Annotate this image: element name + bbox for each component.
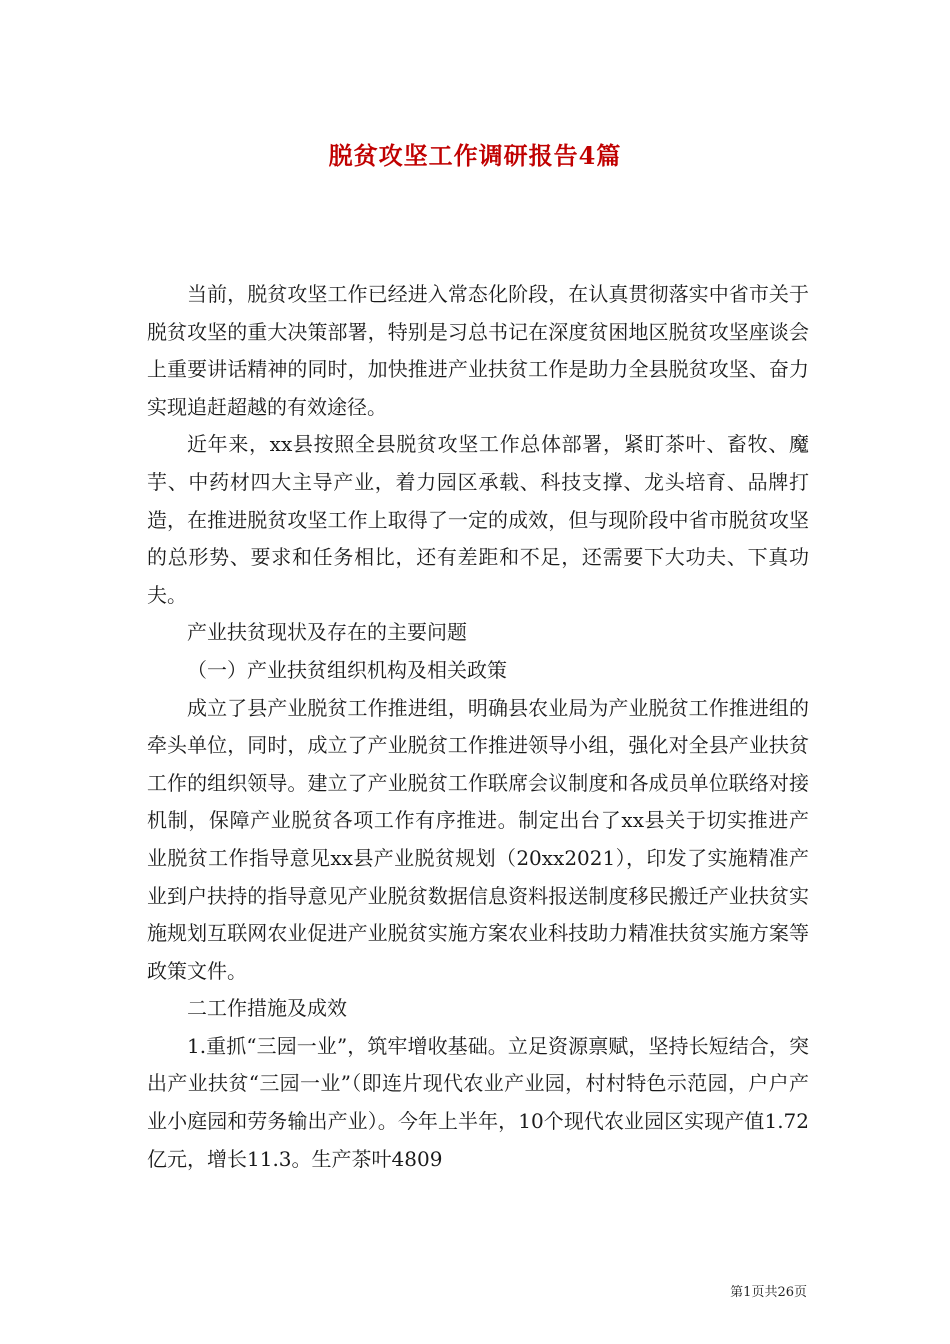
section-heading-measures: 二工作措施及成效: [187, 996, 347, 1021]
document-body: [147, 276, 809, 1178]
paragraph-recent-years: 近年来，xx县按照全县脱贫攻坚工作总体部署，紧盯茶叶、畜牧、魔芋、中药材四大主导产业，着力园区承载、科技支撑、龙头培育、品牌打造，在推进脱贫攻坚工作上取得了一定的成效，但与现阶段中省市脱贫攻坚的总形势、要求和任务相比，还有差距和不足，还需要下大功夫、下真功夫。: [147, 432, 809, 607]
section-heading-status: 产业扶贫现状及存在的主要问题: [187, 620, 467, 645]
paragraph-organization: 成立了县产业脱贫工作推进组，明确县农业局为产业脱贫工作推进组的牵头单位，同时，成立了产业脱贫工作推进领导小组，强化对全县产业扶贫工作的组织领导。建立了产业脱贫工作联席会议制度和各成员单位联络对接机制，保障产业脱贫各项工作有序推进。制定出台了xx县关于切实推进产业脱贫工作指导意见xx县产业脱贫规划（20xx2021），印发了实施精准产业到户扶持的指导意见产业脱贫数据信息资料报送制度移民搬迁产业扶贫实施规划互联网农业促进产业脱贫实施方案农业科技助力精准扶贫实施方案等政策文件。: [147, 695, 809, 983]
paragraph-intro: 当前，脱贫攻坚工作已经进入常态化阶段，在认真贯彻落实中省市关于脱贫攻坚的重大决策部署，特别是习总书记在深度贫困地区脱贫攻坚座谈会上重要讲话精神的同时，加快推进产业扶贫工作是助力全县脱贫攻坚、奋力实现追赶超越的有效途径。: [147, 282, 809, 419]
subsection-heading-organization: （一）产业扶贫组织机构及相关政策: [187, 657, 507, 682]
paragraph-measure-1: 1.重抓“三园一业”，筑牢增收基础。立足资源禀赋，坚持长短结合，突出产业扶贫“三园一业”（即连片现代农业产业园，村村特色示范园，户户产业小庭园和劳务输出产业）。今年上半年，10个现代农业园区实现产值1.72亿元，增长11.3。生产茶叶4809: [147, 1033, 809, 1171]
page-number: 第1页共26页: [730, 1285, 807, 1300]
document-title: 脱贫攻坚工作调研报告4篇: [328, 141, 622, 170]
